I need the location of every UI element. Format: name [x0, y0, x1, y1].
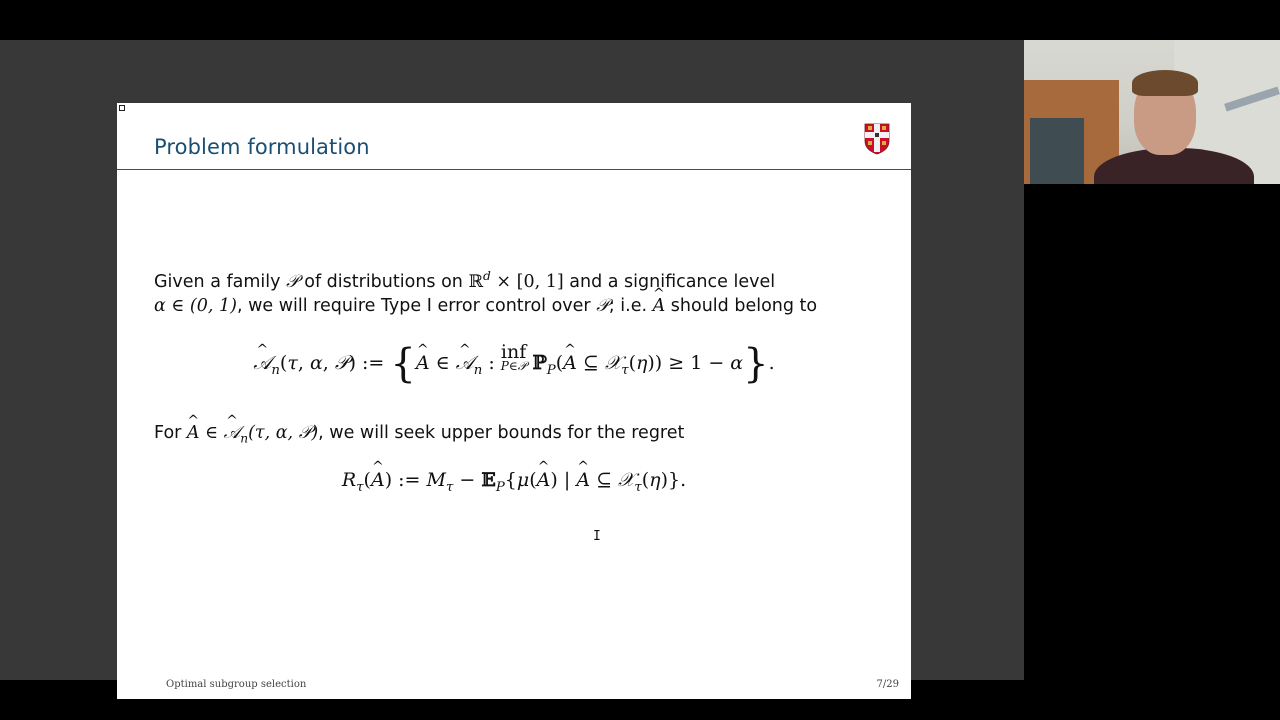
webcam-window: [1030, 118, 1084, 184]
text-cursor-icon: I: [593, 529, 601, 544]
text-run: Given a family: [154, 271, 287, 292]
text-run: , we will seek upper bounds for the regret: [318, 423, 685, 443]
text-run: ; i.e.: [608, 296, 653, 316]
text-run: and a significance level: [563, 271, 776, 292]
university-crest-icon: [864, 123, 890, 155]
paragraph-line-1: [154, 269, 775, 292]
estimator-symbol: ^ A: [653, 296, 666, 316]
family-symbol: 𝒫: [286, 271, 299, 292]
text-run: should belong to: [665, 296, 818, 316]
equation-admissible-set: ^ 𝒜$_n$(τ, α, 𝒫) := {^ A ∈ ^ 𝒜$_n$ : inf P∈𝒫 ℙ$_P$(^ A ⊆ 𝒳$_\tau$(η)) ≥ 1 − α}.: [117, 341, 911, 387]
slide-header: [117, 103, 911, 170]
family-symbol: 𝒫: [596, 296, 609, 316]
footer-title: Optimal subgroup selection: [166, 679, 307, 690]
paragraph-line-2: [154, 296, 817, 316]
paragraph-line-3: [154, 423, 684, 446]
slide: [117, 103, 911, 699]
page-number: 7/29: [876, 679, 899, 690]
equation-regret: $R_\tau(\^{}$ A) := $M_\tau$ − 𝔼$_P${μ(^ A) | ^ A ⊆ 𝒳$_\tau$(η)}.: [117, 469, 911, 495]
alpha-range: α ∈ (0, 1): [154, 296, 237, 316]
text-run: of distributions on: [298, 271, 469, 292]
text-run: , we will require Type I error control over: [236, 296, 597, 316]
webcam-feed: [1024, 40, 1280, 184]
slide-title: Problem formulation: [154, 135, 370, 159]
presentation-stage: [0, 40, 1024, 690]
webcam-person-hair: [1132, 70, 1198, 96]
membership-expression: ^ A ∈ ^ 𝒜$_n$(τ, α, 𝒫): [187, 423, 318, 443]
text-run: For: [154, 423, 187, 443]
math-space: ℝ$^d$ × [0, 1]: [468, 269, 564, 292]
